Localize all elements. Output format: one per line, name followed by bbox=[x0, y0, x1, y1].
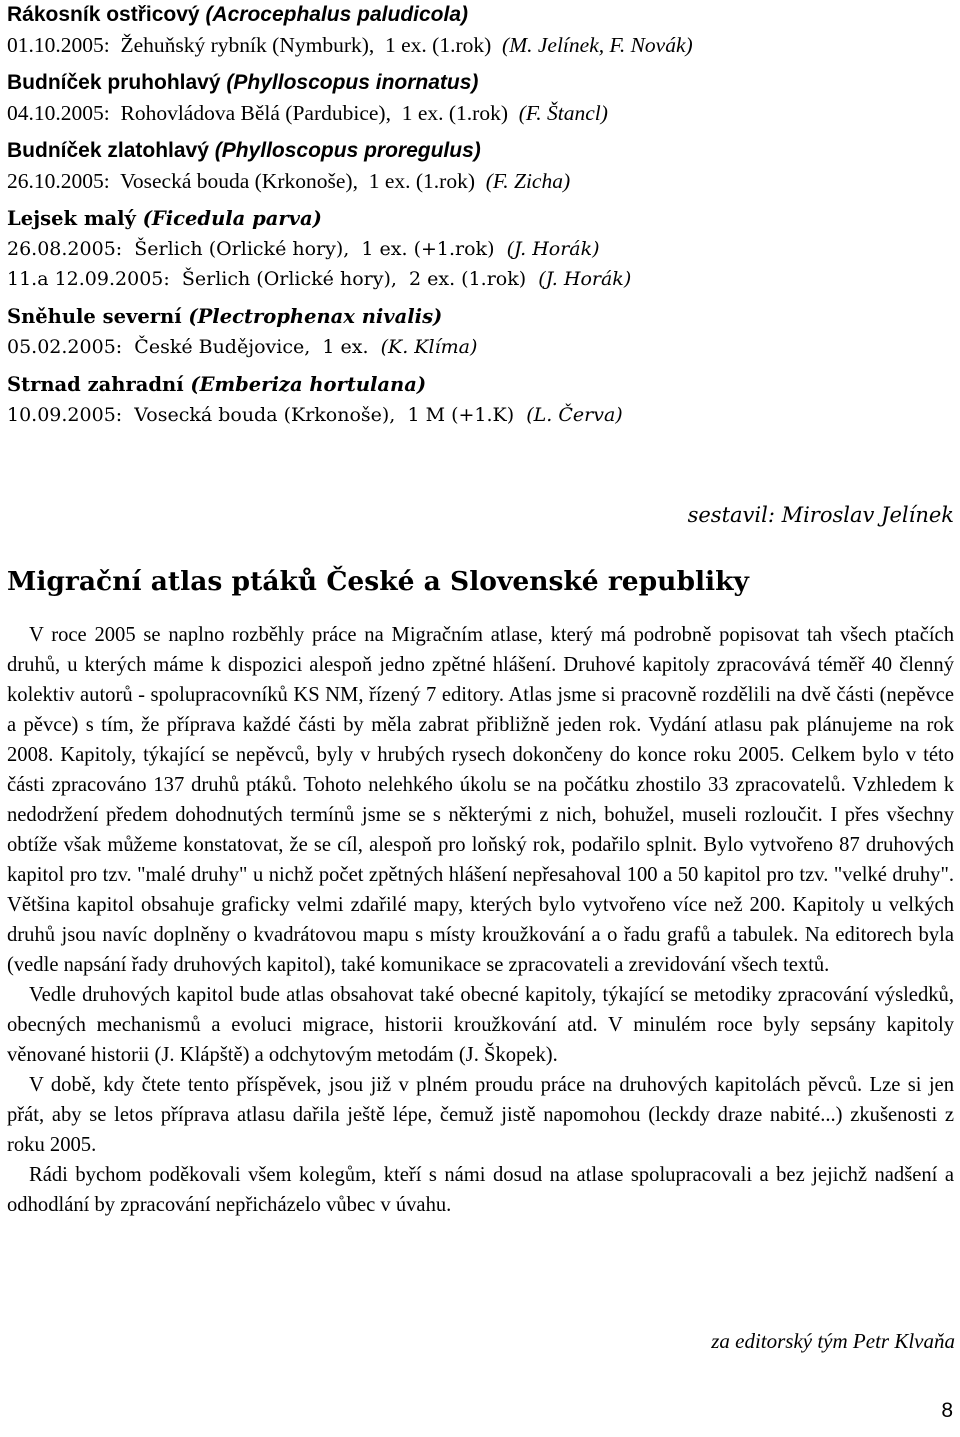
compiler-credit: sestavil: Miroslav Jelínek bbox=[687, 503, 954, 527]
species-name: Lejsek malý bbox=[7, 207, 136, 230]
record-date: 01.10.2005: bbox=[7, 33, 110, 57]
species-heading bbox=[7, 0, 952, 30]
record-place: Šerlich (Orlické hory), bbox=[134, 238, 350, 260]
species-name: Budníček pruhohlavý bbox=[7, 71, 221, 94]
record-entry bbox=[7, 98, 952, 128]
species-name: Strnad zahradní bbox=[7, 373, 184, 396]
species-latin: (Emberiza hortulana) bbox=[190, 373, 427, 396]
record-observer: (L. Červa) bbox=[526, 404, 623, 426]
species-heading bbox=[7, 302, 952, 332]
record-place: České Budějovice, bbox=[134, 336, 311, 358]
record-entry bbox=[7, 30, 952, 60]
record-place: Šerlich (Orlické hory), bbox=[181, 268, 397, 290]
record-place: Vosecká bouda (Krkonoše), bbox=[120, 169, 358, 193]
species-heading bbox=[7, 204, 952, 234]
record-count: 1 ex. bbox=[322, 336, 369, 358]
record-observer: (K. Klíma) bbox=[380, 336, 478, 358]
record-observer: (J. Horák) bbox=[506, 238, 600, 260]
article-paragraph: V roce 2005 se naplno rozběhly práce na Migračním atlase, který má podrobně popisovat tah všech ptačích druhů, u kterých máme k dispozici alespoň jedno zpětné hlášení. Druhové kapitoly zpracovává téměř 40 členný kolektiv autorů - spolupracovníků KS NM, řízený 7 editory. Atlas jsme si pracovně rozdělili na dvě části (nepěvce a pěvce) s tím, že příprava každé části by měla zabrat přibližně jeden rok. Vydání atlasu pak plánujeme na rok 2008. Kapitoly, týkající se nepěvců, byly v hrubých rysech dokončeny do konce roku 2005. Celkem bylo v této části zpracováno 137 druhů ptáků. Tohoto nelehkého úkolu se na počátku zhostilo 33 zpracovatelů. Vzhledem k nedodržení předem dohodnutých termínů jsme se s některými z nich, bohužel, museli rozloučit. I přes všechny obtíže však můžeme konstatovat, že se cíl, alespoň pro loňský rok, podařilo splnit. Bylo vytvořeno 87 druhových kapitol pro tzv. "malé druhy" u nichž počet zpětných hlášení nepřesahoval 100 a 50 kapitol pro tzv. "velké druhy". Většina kapitol obsahuje graficky velmi zdařilé mapy, kterých bylo vytvořeno více než 200. Kapitoly u velkých druhů jsou navíc doplněny o kvadrátovou mapu s místy kroužkování a o řadu grafů a tabulek. Na editorech byla (vedle napsání řady druhových kapitol), také komunikace se zpracovateli a zrevidování všech textů. bbox=[7, 624, 954, 976]
record-date: 05.02.2005: bbox=[7, 336, 123, 358]
species-heading bbox=[7, 136, 952, 166]
record-date: 11.a 12.09.2005: bbox=[7, 268, 170, 290]
record-place: Žehuňský rybník (Nymburk), bbox=[120, 33, 375, 57]
article-paragraph: V době, kdy čtete tento příspěvek, jsou již v plném proudu práce na druhových kapitolách pěvců. Lze si jen přát, aby se letos příprava atlasu dařila ještě lépe, čemuž jistě napomohou (leckdy draze nabité...) zkušenosti z roku 2005. bbox=[7, 1074, 954, 1156]
record-entry bbox=[7, 264, 952, 294]
record-entry bbox=[7, 166, 952, 196]
record-observer: (M. Jelínek, F. Novák) bbox=[502, 33, 693, 57]
record-entry bbox=[7, 400, 952, 430]
record-count: 1 ex. (1.rok) bbox=[401, 101, 508, 125]
page-number: 8 bbox=[941, 1399, 953, 1422]
record-observer: (F. Štancl) bbox=[518, 101, 608, 125]
article-paragraph: Rádi bychom poděkovali všem kolegům, kteří s námi dosud na atlase spolupracovali a bez jejichž nadšení a odhodlání by zpracování nepřicházelo vůbec v úvahu. bbox=[7, 1164, 954, 1216]
record-date: 26.08.2005: bbox=[7, 238, 123, 260]
species-latin: (Plectrophenax nivalis) bbox=[188, 305, 443, 328]
species-heading bbox=[7, 370, 952, 400]
species-latin: (Phylloscopus proregulus) bbox=[214, 139, 481, 162]
article-paragraph: Vedle druhových kapitol bude atlas obsahovat také obecné kapitoly, týkající se metodiky zpracování výsledků, obecných mechanismů a evoluci migrace, historii kroužkování atd. V minulém roce byly sepsány kapitoly věnované historii (J. Klápště) a odchytovým metodám (J. Škopek). bbox=[7, 984, 954, 1066]
record-place: Vosecká bouda (Krkonoše), bbox=[134, 404, 396, 426]
record-observer: (J. Horák) bbox=[538, 268, 632, 290]
record-entry bbox=[7, 332, 952, 362]
species-latin: (Acrocephalus paludicola) bbox=[205, 3, 468, 26]
record-count: 1 M (+1.K) bbox=[407, 404, 515, 426]
species-name: Budníček zlatohlavý bbox=[7, 139, 209, 162]
editor-signature: za editorský tým Petr Klvaňa bbox=[711, 1329, 955, 1353]
species-heading bbox=[7, 68, 952, 98]
record-observer: (F. Zicha) bbox=[485, 169, 571, 193]
record-count: 2 ex. (1.rok) bbox=[409, 268, 527, 290]
article-title: Migrační atlas ptáků České a Slovenské republiky bbox=[7, 566, 749, 597]
record-count: 1 ex. (1.rok) bbox=[385, 33, 492, 57]
species-name: Rákosník ostřicový bbox=[7, 3, 200, 26]
record-date: 26.10.2005: bbox=[7, 169, 110, 193]
article-body bbox=[7, 620, 954, 1220]
species-name: Sněhule severní bbox=[7, 305, 182, 328]
record-place: Rohovládova Bělá (Pardubice), bbox=[120, 101, 391, 125]
record-count: 1 ex. (+1.rok) bbox=[361, 238, 495, 260]
record-date: 04.10.2005: bbox=[7, 101, 110, 125]
record-date: 10.09.2005: bbox=[7, 404, 123, 426]
record-count: 1 ex. (1.rok) bbox=[368, 169, 475, 193]
species-latin: (Ficedula parva) bbox=[142, 207, 322, 230]
species-latin: (Phylloscopus inornatus) bbox=[226, 71, 479, 94]
rarity-records bbox=[7, 0, 952, 430]
record-entry bbox=[7, 234, 952, 264]
